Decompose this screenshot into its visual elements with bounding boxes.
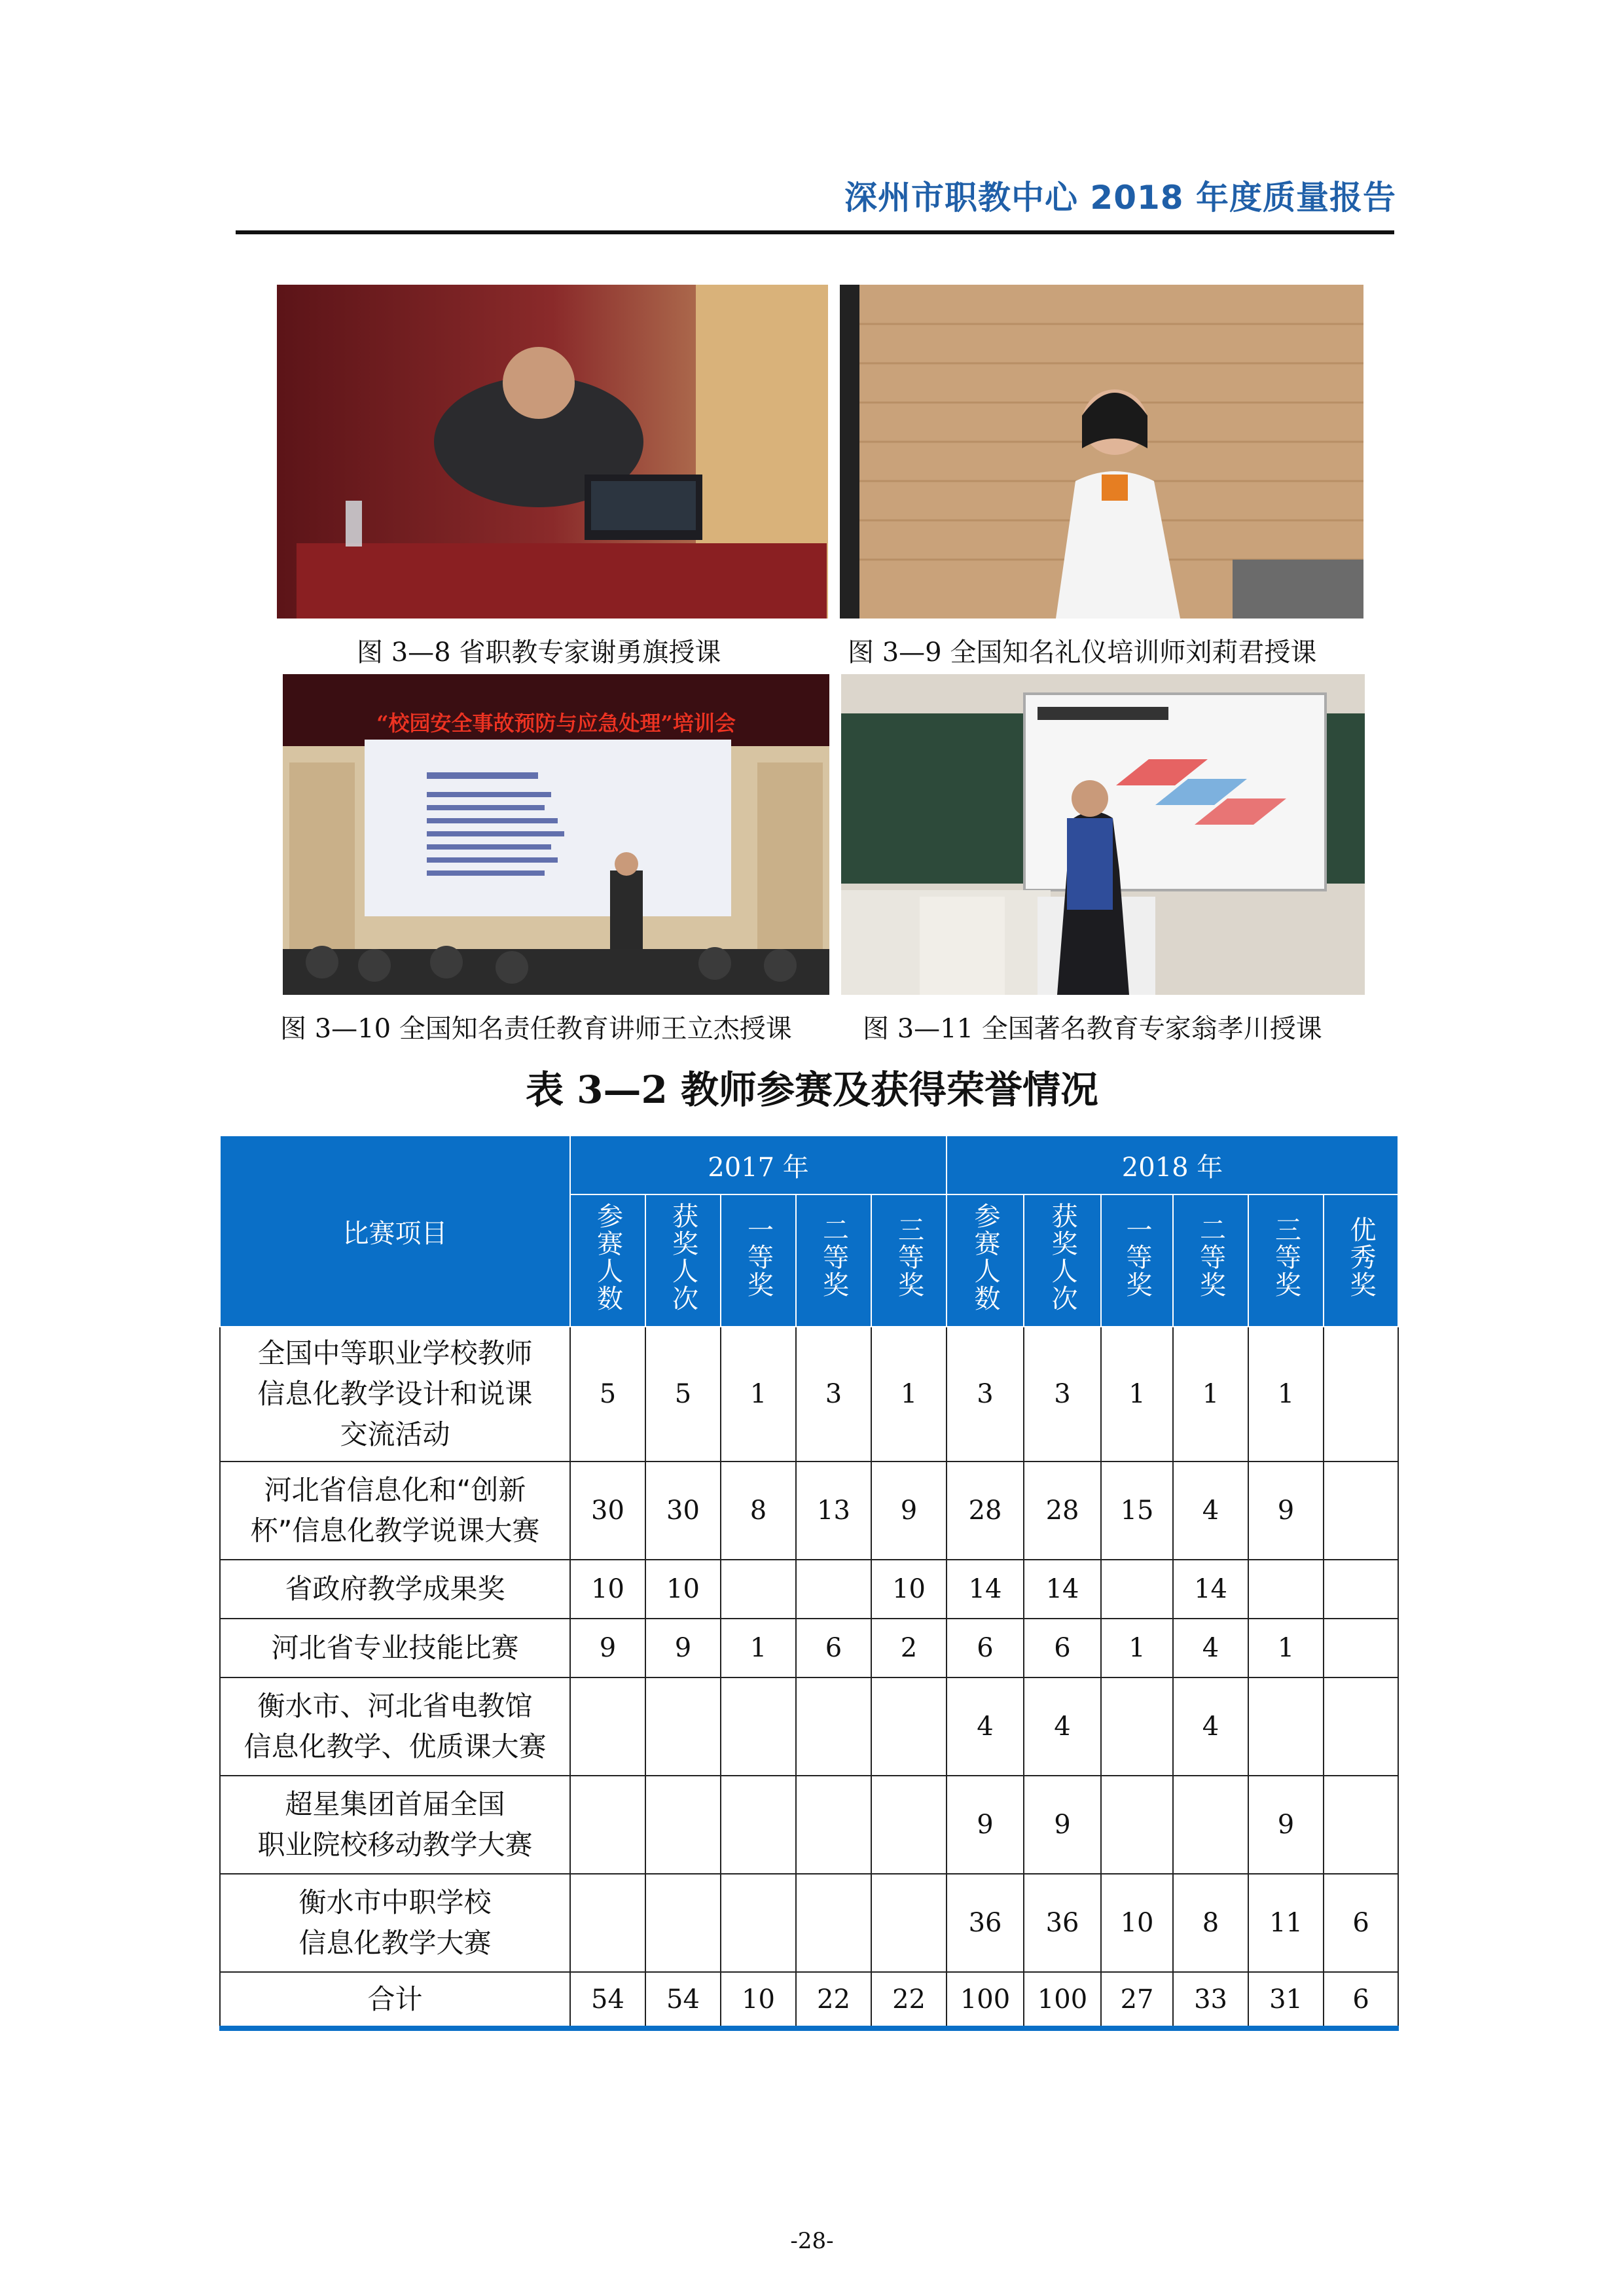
table-cell: 8 [1173, 1874, 1248, 1972]
item-name-line: 杯”信息化教学说课大赛 [250, 1515, 540, 1547]
table-cell [1324, 1462, 1398, 1560]
table-cell: 22 [871, 1972, 947, 2028]
table-cell: 10 [645, 1560, 721, 1619]
item-name-line: 信息化教学大赛 [298, 1927, 492, 1959]
table-row [220, 1560, 1398, 1619]
table-cell: 14 [947, 1560, 1024, 1619]
header-rule [236, 230, 1394, 234]
table-cell [1248, 1677, 1324, 1776]
table-cell: 1 [721, 1619, 796, 1677]
table-cell [570, 1776, 645, 1874]
table-cell: 36 [947, 1874, 1024, 1972]
table-row-item-name [220, 1972, 570, 2028]
table-cell: 1 [1248, 1619, 1324, 1677]
item-name-line: 合计 [367, 1982, 423, 2015]
table-cell: 4 [947, 1677, 1024, 1776]
table-cell: 4 [1173, 1462, 1248, 1560]
item-name-line: 衡水市中职学校 [298, 1886, 492, 1918]
photo-education-expert [841, 674, 1365, 995]
table-row [220, 1327, 1398, 1462]
col-header-2018-first: 一等奖 [1101, 1194, 1173, 1327]
col-header-2018-third: 三等奖 [1248, 1194, 1324, 1327]
col-header-2017-third: 三等奖 [871, 1194, 947, 1327]
table-cell [796, 1874, 871, 1972]
col-header-2018-participants: 参赛人数 [947, 1194, 1024, 1327]
col-header-2017-awardees: 获奖人次 [645, 1194, 721, 1327]
table-cell [645, 1677, 721, 1776]
table-row-item-name [220, 1462, 570, 1560]
item-name-line: 超星集团首届全国 [285, 1788, 505, 1820]
table-cell: 10 [871, 1560, 947, 1619]
table-row [220, 1776, 1398, 1874]
table-cell [796, 1560, 871, 1619]
table-cell: 9 [1248, 1462, 1324, 1560]
teacher-honors-table [219, 1135, 1399, 2031]
table-cell [1324, 1327, 1398, 1462]
table-cell [1324, 1677, 1398, 1776]
col-header-2018-second: 二等奖 [1173, 1194, 1248, 1327]
item-name-line: 信息化教学、优质课大赛 [244, 1731, 547, 1763]
table-cell: 36 [1024, 1874, 1101, 1972]
table-cell: 3 [796, 1327, 871, 1462]
table-cell: 10 [721, 1972, 796, 2028]
table-cell: 10 [1101, 1874, 1173, 1972]
item-name-line: 河北省信息化和“创新 [264, 1474, 526, 1506]
photo-expert-lecture [277, 285, 828, 619]
photo-safety-training [283, 674, 829, 995]
table-row [220, 1972, 1398, 2028]
table-cell: 14 [1024, 1560, 1101, 1619]
item-name-line: 信息化教学设计和说课 [257, 1378, 533, 1410]
col-header-item: 比赛项目 [220, 1136, 570, 1327]
table-row-item-name [220, 1560, 570, 1619]
table-cell: 15 [1101, 1462, 1173, 1560]
table-cell: 1 [1173, 1327, 1248, 1462]
table-cell: 6 [796, 1619, 871, 1677]
photo-etiquette-trainer [840, 285, 1363, 619]
table-cell: 8 [721, 1462, 796, 1560]
table-cell: 1 [1101, 1619, 1173, 1677]
table-cell: 33 [1173, 1972, 1248, 2028]
table-cell: 4 [1173, 1619, 1248, 1677]
table-cell [796, 1677, 871, 1776]
table-cell: 28 [1024, 1462, 1101, 1560]
table-cell [1324, 1560, 1398, 1619]
table-cell: 14 [1173, 1560, 1248, 1619]
item-name-line: 交流活动 [340, 1418, 450, 1450]
table-cell: 3 [947, 1327, 1024, 1462]
table-cell: 9 [871, 1462, 947, 1560]
figure-caption-2: 图 3—9 全国知名礼仪培训师刘莉君授课 [848, 637, 1317, 668]
table-cell: 9 [570, 1619, 645, 1677]
table-cell: 1 [1101, 1327, 1173, 1462]
table-cell: 9 [1248, 1776, 1324, 1874]
table-cell [871, 1677, 947, 1776]
table-cell: 6 [1324, 1972, 1398, 2028]
item-name-line: 省政府教学成果奖 [285, 1573, 505, 1605]
item-name-line: 全国中等职业学校教师 [257, 1337, 533, 1369]
col-header-2017-second: 二等奖 [796, 1194, 871, 1327]
table-cell: 54 [570, 1972, 645, 2028]
table-cell [570, 1874, 645, 1972]
report-header-title: 深州市职教中心 2018 年度质量报告 [844, 179, 1396, 217]
table-cell: 11 [1248, 1874, 1324, 1972]
table-cell: 9 [1024, 1776, 1101, 1874]
item-name-line: 职业院校移动教学大赛 [257, 1829, 533, 1861]
table-row [220, 1874, 1398, 1972]
table-cell [1101, 1776, 1173, 1874]
table-cell: 100 [1024, 1972, 1101, 2028]
table-cell: 4 [1173, 1677, 1248, 1776]
table-cell [1324, 1776, 1398, 1874]
figure-caption-1: 图 3—8 省职教专家谢勇旗授课 [357, 637, 721, 668]
table-cell: 6 [947, 1619, 1024, 1677]
table-cell: 3 [1024, 1327, 1101, 1462]
table-cell [1101, 1677, 1173, 1776]
table-cell [645, 1874, 721, 1972]
table-cell: 31 [1248, 1972, 1324, 2028]
table-cell: 9 [947, 1776, 1024, 1874]
table-row-item-name [220, 1776, 570, 1874]
figure-caption-3: 图 3—10 全国知名责任教育讲师王立杰授课 [280, 1014, 792, 1044]
col-header-year-2018: 2018 年 [947, 1136, 1398, 1194]
table-cell [721, 1560, 796, 1619]
table-cell: 28 [947, 1462, 1024, 1560]
table-cell: 30 [645, 1462, 721, 1560]
table-cell: 5 [570, 1327, 645, 1462]
table-cell [721, 1874, 796, 1972]
table-row [220, 1462, 1398, 1560]
col-header-year-2017: 2017 年 [570, 1136, 947, 1194]
col-header-2018-awardees: 获奖人次 [1024, 1194, 1101, 1327]
table-row-item-name [220, 1327, 570, 1462]
table-cell: 4 [1024, 1677, 1101, 1776]
col-header-2018-excellence: 优秀奖 [1324, 1194, 1398, 1327]
table-cell [1101, 1560, 1173, 1619]
table-cell [570, 1677, 645, 1776]
table-cell: 1 [1248, 1327, 1324, 1462]
table-cell [721, 1776, 796, 1874]
col-header-2017-participants: 参赛人数 [570, 1194, 645, 1327]
table-row-item-name [220, 1619, 570, 1677]
table-cell: 5 [645, 1327, 721, 1462]
table-cell: 30 [570, 1462, 645, 1560]
table-cell: 6 [1024, 1619, 1101, 1677]
table-cell [871, 1874, 947, 1972]
table-cell: 10 [570, 1560, 645, 1619]
photo-banner-text: “校园安全事故预防与应急处理”培训会 [376, 711, 736, 736]
table-cell: 1 [871, 1327, 947, 1462]
table-row [220, 1619, 1398, 1677]
table-row [220, 1677, 1398, 1776]
table-cell: 9 [645, 1619, 721, 1677]
col-header-2017-first: 一等奖 [721, 1194, 796, 1327]
table-cell: 6 [1324, 1874, 1398, 1972]
table-cell [1324, 1619, 1398, 1677]
table-cell: 54 [645, 1972, 721, 2028]
table-cell [645, 1776, 721, 1874]
table-cell [871, 1776, 947, 1874]
item-name-line: 衡水市、河北省电教馆 [257, 1690, 533, 1722]
table-cell: 1 [721, 1327, 796, 1462]
table-title: 表 3—2 教师参赛及获得荣誉情况 [525, 1067, 1099, 1112]
table-cell [796, 1776, 871, 1874]
table-cell: 27 [1101, 1972, 1173, 2028]
table-cell [721, 1677, 796, 1776]
table-cell: 100 [947, 1972, 1024, 2028]
table-row-item-name [220, 1677, 570, 1776]
table-cell: 13 [796, 1462, 871, 1560]
page-number: -28- [790, 2228, 834, 2254]
table-cell [1248, 1560, 1324, 1619]
table-row-item-name [220, 1874, 570, 1972]
figure-caption-4: 图 3—11 全国著名教育专家翁孝川授课 [863, 1014, 1322, 1044]
table-cell: 2 [871, 1619, 947, 1677]
table-cell: 22 [796, 1972, 871, 2028]
table-cell [1173, 1776, 1248, 1874]
item-name-line: 河北省专业技能比赛 [271, 1632, 519, 1664]
